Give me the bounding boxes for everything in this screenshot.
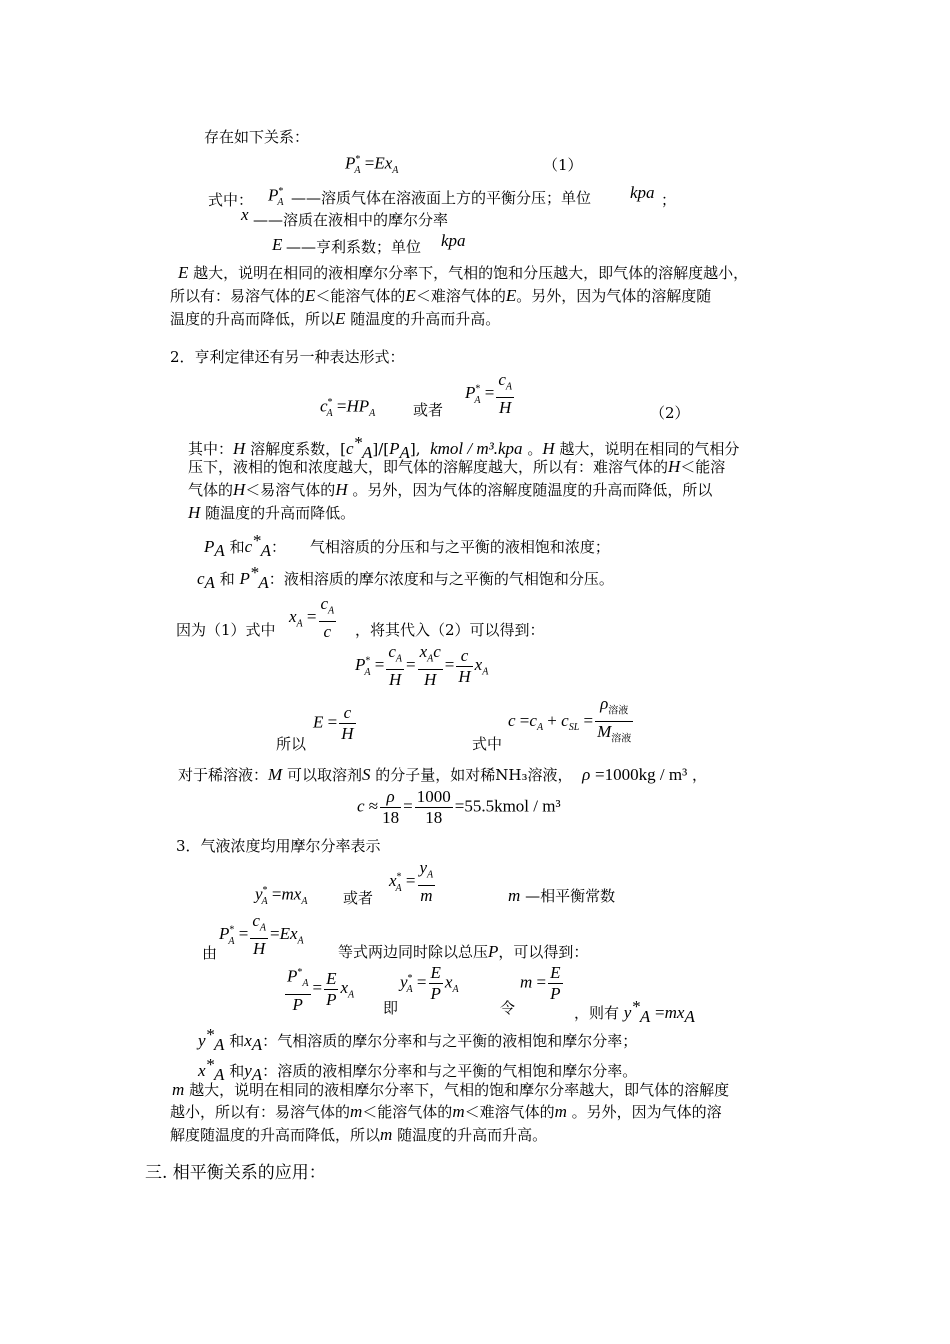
divide-text: 等式两边同时除以总压P，可以得到：	[338, 942, 589, 961]
equation-m: m = $\frac{E}{P}$	[520, 963, 561, 1003]
equation-2b: $P^*_A$ = $\frac{c_A}{H}$	[465, 370, 512, 418]
substitute-text: ，将其代入（2）可以得到：	[355, 621, 545, 639]
section-2-title: 2．亨利定律还有另一种表达形式：	[170, 348, 405, 366]
equation-c-sum: $c =c_A + c_{SL}$ = $\rho_{溶液}$ $M_{溶液}$	[508, 694, 632, 745]
definition-pa: ——溶质气体在溶液面上方的平衡分压；单位	[291, 189, 592, 207]
definition-e: ——亨利系数；单位	[286, 238, 422, 256]
equation-xa: $x_A$ = $\frac{c_A}{c}$	[289, 594, 335, 642]
unit-kpa-1: kpa	[630, 183, 655, 202]
section-3-title: 3．气液浓度均用摩尔分率表示	[176, 837, 381, 855]
intro-text: 存在如下关系：	[204, 128, 310, 146]
equation-divided: $\frac{P^*_A}{P}$ = $\frac{E}{P}$ $x_A$	[283, 963, 354, 1015]
paragraph-h-line1: 其中：H 溶解度系数，$[c^*_A]/[P_A]$, kmol / m³.kpa 。H 越大，说明在相同的气相分	[188, 433, 740, 462]
equation-1: $P^*_A =Ex_A$	[345, 153, 399, 177]
paragraph-e-line2: 所以有：易溶气体的E＜能溶气体的E＜难溶气体的E。另外，因为气体的溶解度随	[170, 286, 712, 305]
paragraph-m-line3: 解度随温度的升高而降低，所以m 随温度的升高而升高。	[170, 1125, 548, 1144]
equation-c-value: c ≈ $\frac{\rho}{18}$ = $\frac{1000}{18}$ =55.5kmol / m³	[357, 787, 561, 827]
paragraph-h-line3: 气体的H＜易溶气体的H 。另外，因为气体的溶解度随温度的升高而降低，所以	[188, 480, 713, 499]
pair-definition-1: $P_A$ 和$c^*_A$： 气相溶质的分压和与之平衡的液相饱和浓度；	[204, 531, 610, 560]
equation-pa-full: $P^*_A$ = $\frac{c_A}{H}$ $=Ex_A$	[219, 911, 304, 959]
equation-pa-derivation: $P^*_A$ = $\frac{c_A}{H}$ = $x_Ac$ H = $\frac{c}{H}$ $x_A$	[355, 642, 489, 690]
definition-x: ——溶质在液相中的摩尔分率	[253, 211, 449, 229]
pair-definition-2: $c_A$ 和 $P^*_A$：液相溶质的摩尔浓度和与之平衡的气相饱和分压。	[197, 563, 614, 592]
unit-kpa-2: kpa	[441, 231, 466, 250]
or-text-2: 或者	[343, 889, 374, 907]
from-text: 由	[202, 944, 218, 962]
because-text: 因为（1）式中	[176, 621, 276, 639]
equation-ya: $y^*_A =mx_A$	[255, 884, 308, 908]
paragraph-h-line2: 压下，液相的饱和浓度越大，即气体的溶解度越大，所以有：难溶气体的H＜能溶	[188, 457, 726, 476]
paragraph-e-line3: 温度的升高而降低，所以E 随温度的升高而升高。	[170, 309, 501, 328]
dilute-solution-line: 对于稀溶液：M 可以取溶剂S 的分子量，如对稀NH₃溶液， ρ =1000kg / m³ ，	[178, 765, 707, 784]
equation-2a: $c^*_A =HP_A$	[320, 396, 376, 420]
let-text: 令	[500, 999, 516, 1017]
symbol-pa-star: $P^*_A$	[268, 185, 284, 209]
where2-text: 式中	[472, 735, 503, 753]
paragraph-h-line4: H 随温度的升高而降低。	[188, 503, 356, 522]
pair-definition-3: $y^*_A$ 和$x_A$：气相溶质的摩尔分率和与之平衡的液相饱和摩尔分率；	[198, 1025, 638, 1054]
paragraph-m-line2: 越小，所以有：易溶气体的m＜能溶气体的m＜难溶气体的m 。另外，因为气体的溶	[170, 1102, 722, 1121]
paragraph-m-line1: m 越大，说明在相同的液相摩尔分率下，气相的饱和摩尔分率越大，即气体的溶解度	[172, 1080, 730, 1099]
m-definition: m —相平衡常数	[508, 886, 616, 905]
so-text: 所以	[276, 735, 307, 753]
ie-text: 即	[383, 999, 399, 1017]
pair-definition-4: $x^*_A$ 和$y_A$：溶质的液相摩尔分率和与之平衡的气相饱和摩尔分率。	[198, 1055, 638, 1084]
equation-2-number: （2）	[650, 404, 690, 422]
or-text: 或者	[413, 401, 444, 419]
semicolon: ；	[661, 191, 677, 209]
section-heading-applications: 三. 相平衡关系的应用：	[145, 1163, 326, 1183]
equation-e: E = $\frac{c}{H}$	[313, 703, 354, 743]
equation-xa-star: $x^*_A$ = $\frac{y_A}{m}$	[389, 858, 434, 906]
where-label: 式中：	[208, 191, 254, 209]
equation-ya-ex: $y^*_A$ = $\frac{E}{P}$ $x_A$	[400, 963, 459, 1003]
then-text: ，则有 $y^*_A =mx_A$	[574, 997, 695, 1026]
paragraph-e-line1: E 越大，说明在相同的液相摩尔分率下，气相的饱和分压越大，即气体的溶解度越小，	[178, 263, 749, 282]
equation-1-number: （1）	[543, 156, 583, 174]
symbol-x: x	[241, 205, 249, 224]
symbol-e: E	[272, 235, 283, 254]
